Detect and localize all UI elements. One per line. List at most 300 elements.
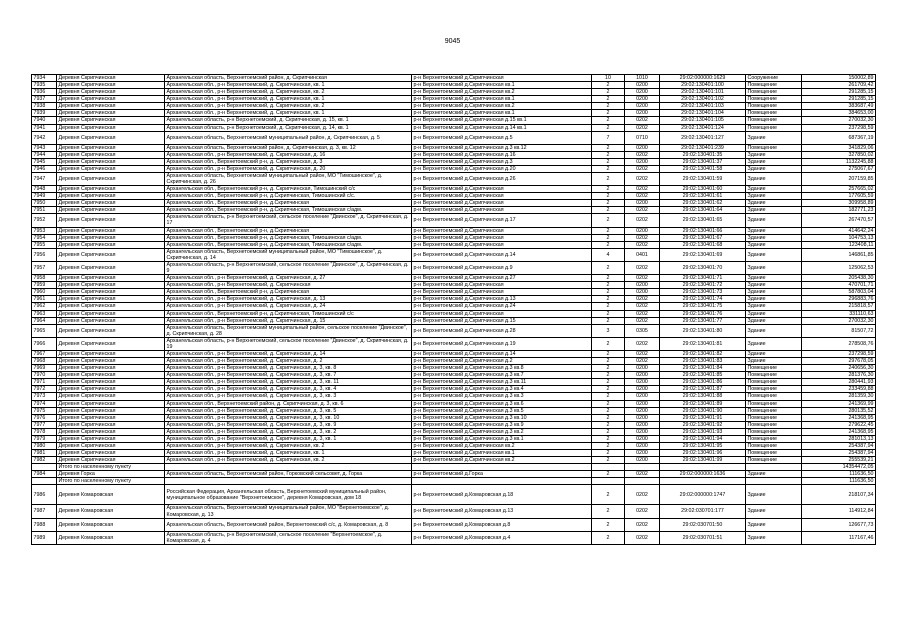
object-type: Помещение (746, 407, 802, 414)
row-number: 7978 (32, 428, 57, 435)
object-address-short: р-н Верхнетоемский д.Скрипчинская д.13 (412, 296, 592, 303)
object-type: Помещение (746, 450, 802, 457)
object-address-short: р-н Верхнетоемский д.Скрипчинская д.3 кв.6 (412, 400, 592, 407)
row-number: 7944 (32, 151, 57, 158)
object-type: Сооружение (746, 75, 802, 82)
total-row-address (165, 464, 412, 471)
cadastral-number: 29:02:130401:90 (660, 407, 746, 414)
cadastral-number: 29:02:130401:68 (660, 241, 746, 248)
cadastral-number: 29:02:130401:73 (660, 289, 746, 296)
settlement-name: Деревня Скрипчинская (57, 193, 165, 200)
cadastral-number: 29:02:130401:76 (660, 310, 746, 317)
cadastral-value: 255539,21 (802, 457, 876, 464)
settlement-name: Деревня Комаровская (57, 505, 165, 518)
object-type: Здание (746, 234, 802, 241)
settlement-name: Деревня Скрипчинская (57, 407, 165, 414)
object-address: Российская Федерация, Архангельская область, Верхнетоемский муниципальный район, муниципальное образование "Верхнетоемское", деревня Комаровская, дом 18 (165, 485, 412, 505)
object-type: Помещение (746, 96, 802, 103)
code-subgroup: 0200 (625, 379, 660, 386)
row-number: 7941 (32, 124, 57, 131)
settlement-name: Деревня Скрипчинская (57, 117, 165, 124)
total-row-code-b (625, 464, 660, 471)
object-type: Помещение (746, 442, 802, 449)
code-subgroup: 0200 (625, 414, 660, 421)
total-row-cadastral (660, 478, 746, 485)
code-group: 2 (592, 310, 625, 317)
table-row (32, 131, 876, 144)
object-address: Архангельская обл., р-н Верхнетоемский, д. Скрипчинская, д. 3, кв. 3 (165, 393, 412, 400)
code-group: 3 (592, 324, 625, 337)
code-subgroup: 0200 (625, 442, 660, 449)
code-group: 2 (592, 103, 625, 110)
table-row (32, 350, 876, 357)
row-number: 7937 (32, 96, 57, 103)
object-address-short: р-н Верхнетоемский д.Скрипчинская д.27 (412, 275, 592, 282)
row-number: 7973 (32, 393, 57, 400)
object-address-short: р-н Верхнетоемский д.Скрипчинская д.3 кв.10 (412, 414, 592, 421)
settlement-name: Деревня Скрипчинская (57, 248, 165, 261)
cadastral-value: 291285,15 (802, 96, 876, 103)
cadastral-value: 281359,30 (802, 393, 876, 400)
cadastral-number: 29:02:130401:60 (660, 186, 746, 193)
object-type: Помещение (746, 393, 802, 400)
cadastral-value: 150002,89 (802, 75, 876, 82)
object-address-short: р-н Верхнетоемский д.Скрипчинская д.3 кв.1 (412, 435, 592, 442)
settlement-name: Деревня Скрипчинская (57, 428, 165, 435)
code-subgroup: 0202 (625, 303, 660, 310)
code-subgroup: 0200 (625, 282, 660, 289)
cadastral-value: 280441,93 (802, 379, 876, 386)
code-group: 2 (592, 393, 625, 400)
cadastral-number: 29:02:130401:71 (660, 275, 746, 282)
object-address-short: р-н Верхнетоемский д.Скрипчинская (412, 200, 592, 207)
cadastral-value: 280135,52 (802, 407, 876, 414)
cadastral-value: 278508,76 (802, 337, 876, 350)
code-subgroup: 0202 (625, 151, 660, 158)
total-label: Итого по населенному пункту (57, 464, 165, 471)
code-subgroup: 0200 (625, 289, 660, 296)
settlement-name: Деревня Скрипчинская (57, 227, 165, 234)
object-address: Архангельская обл., р-н Верхнетоемский, д. Скрипчинская, кв. 1 (165, 110, 412, 117)
object-type: Здание (746, 186, 802, 193)
settlement-name: Деревня Скрипчинская (57, 131, 165, 144)
object-address: Архангельская обл., р-н Верхнетоемский, д. Скрипчинская, д. 14 (165, 350, 412, 357)
table-row (32, 96, 876, 103)
object-type: Здание (746, 200, 802, 207)
table-row (32, 124, 876, 131)
settlement-name: Деревня Скрипчинская (57, 393, 165, 400)
object-type: Здание (746, 227, 802, 234)
object-type: Здание (746, 350, 802, 357)
code-group: 2 (592, 227, 625, 234)
cadastral-number: 29:02:130401:85 (660, 372, 746, 379)
code-subgroup: 0200 (625, 400, 660, 407)
object-address-short: р-н Верхнетоемский д.Скрипчинская д.16 (412, 151, 592, 158)
cadastral-value: 341829,06 (802, 144, 876, 151)
cadastral-number: 29:02:130401:127 (660, 131, 746, 144)
cadastral-number: 29:02:130401:99 (660, 457, 746, 464)
code-subgroup: 0200 (625, 450, 660, 457)
settlement-name: Деревня Скрипчинская (57, 144, 165, 151)
object-address-short: р-н Верхнетоемский д.Горка (412, 471, 592, 478)
table-row (32, 172, 876, 185)
row-number: 7982 (32, 457, 57, 464)
object-type: Помещение (746, 89, 802, 96)
row-number: 7971 (32, 379, 57, 386)
object-address: Архангельская обл., Верхнетоемский р-н, д. Скрипчинская, Тимошинский с/с (165, 186, 412, 193)
row-number: 7951 (32, 207, 57, 214)
row-number: 7949 (32, 193, 57, 200)
table-row (32, 435, 876, 442)
object-address-short: р-н Верхнетоемский д.Комаровская д.13 (412, 505, 592, 518)
code-group: 2 (592, 207, 625, 214)
table-row (32, 450, 876, 457)
settlement-name: Деревня Скрипчинская (57, 414, 165, 421)
row-number: 7974 (32, 400, 57, 407)
row-number: 7972 (32, 386, 57, 393)
table-row (32, 248, 876, 261)
cadastral-number: 29:02:130401:105 (660, 117, 746, 124)
code-group: 2 (592, 317, 625, 324)
row-number: 7939 (32, 110, 57, 117)
object-address-short: р-н Верхнетоемский д.Скрипчинская д.3 кв.12 (412, 144, 592, 151)
code-group: 2 (592, 358, 625, 365)
object-type: Здание (746, 165, 802, 172)
code-subgroup: 0200 (625, 89, 660, 96)
row-number: 7958 (32, 275, 57, 282)
code-group: 2 (592, 428, 625, 435)
code-subgroup: 0202 (625, 358, 660, 365)
object-type: Помещение (746, 428, 802, 435)
cadastral-value: 587803,04 (802, 289, 876, 296)
cadastral-number: 29:02:130401:94 (660, 435, 746, 442)
table-row (32, 386, 876, 393)
code-subgroup: 0202 (625, 165, 660, 172)
object-address: Архангельская область, р-н Верхнетоемский, сельское поселение "Двинское", д. Скрипчинская, д. 9 (165, 261, 412, 274)
object-address-short: р-н Верхнетоемский д.Скрипчинская кв.1 (412, 82, 592, 89)
total-row-code-b (625, 478, 660, 485)
settlement-name: Деревня Скрипчинская (57, 151, 165, 158)
object-address-short: р-н Верхнетоемский д.Скрипчинская (412, 227, 592, 234)
object-type: Здание (746, 282, 802, 289)
object-address: Архангельская область, Верхнетоемский район, д. Скрипчинская, д. 3, кв. 12 (165, 144, 412, 151)
total-row-code-a (592, 478, 625, 485)
code-group: 2 (592, 450, 625, 457)
table-row (32, 103, 876, 110)
object-address-short: р-н Верхнетоемский д.Скрипчинская д.15 кв.1 (412, 117, 592, 124)
table-row (32, 310, 876, 317)
code-subgroup: 0202 (625, 531, 660, 544)
row-number: 7967 (32, 350, 57, 357)
row-number: 7966 (32, 337, 57, 350)
cadastral-number: 29:02:130401:84 (660, 365, 746, 372)
code-subgroup: 0202 (625, 214, 660, 227)
total-row-type (746, 478, 802, 485)
cadastral-number: 29:02:130401:59 (660, 172, 746, 185)
code-group: 2 (592, 110, 625, 117)
object-address-short: р-н Верхнетоемский д.Скрипчинская д.14 кв.1 (412, 124, 592, 131)
row-number: 7935 (32, 82, 57, 89)
object-address-short: р-н Верхнетоемский д.Скрипчинская кв.2 (412, 457, 592, 464)
code-subgroup: 0200 (625, 428, 660, 435)
row-number: 7984 (32, 471, 57, 478)
object-address-short: р-н Верхнетоемский д.Скрипчинская (412, 234, 592, 241)
object-address: Архангельская область, р-н Верхнетоемский, сельское поселение "Верхнетоемское", д. Комаровская, д. 4 (165, 531, 412, 544)
object-address-short: р-н Верхнетоемский д.Скрипчинская (412, 289, 592, 296)
object-type: Помещение (746, 457, 802, 464)
code-group: 10 (592, 75, 625, 82)
table-row (32, 158, 876, 165)
object-address: Архангельская обл., Верхнетоемский р-н, д.Скрипчинская, Тимошинская с/адм. (165, 207, 412, 214)
row-number: 7960 (32, 289, 57, 296)
cadastral-number: 29:02:130401:95 (660, 442, 746, 449)
cadastral-number: 29:02:130401:81 (660, 337, 746, 350)
code-subgroup: 0200 (625, 393, 660, 400)
table-row (32, 207, 876, 214)
code-subgroup: 0200 (625, 435, 660, 442)
code-subgroup: 0200 (625, 386, 660, 393)
cadastral-number: 29:02:130401:61 (660, 193, 746, 200)
cadastral-value: 215818,57 (802, 303, 876, 310)
code-subgroup: 0200 (625, 103, 660, 110)
code-group: 2 (592, 275, 625, 282)
row-number: 7963 (32, 310, 57, 317)
row-number: 7988 (32, 518, 57, 531)
table-row (32, 289, 876, 296)
table-row (32, 407, 876, 414)
settlement-name: Деревня Скрипчинская (57, 317, 165, 324)
object-address-short: р-н Верхнетоемский д.Скрипчинская д.3 кв.11 (412, 379, 592, 386)
cadastral-value: 205438,30 (802, 275, 876, 282)
object-address: Архангельская обл., Верхнетоемский р-н, д.Скрипчинская, Тимошинский с/с. (165, 193, 412, 200)
object-address-short: р-н Верхнетоемский д.Скрипчинская д.24 (412, 303, 592, 310)
cadastral-value: 414642,24 (802, 227, 876, 234)
registry-table (31, 74, 876, 545)
table-row (32, 261, 876, 274)
code-subgroup: 0710 (625, 131, 660, 144)
row-number: 7940 (32, 117, 57, 124)
object-type: Помещение (746, 421, 802, 428)
total-row-type (746, 464, 802, 471)
code-group: 2 (592, 457, 625, 464)
code-subgroup: 0202 (625, 275, 660, 282)
object-type: Помещение (746, 124, 802, 131)
code-subgroup: 0202 (625, 485, 660, 505)
row-number: 7946 (32, 165, 57, 172)
code-group: 2 (592, 386, 625, 393)
object-type: Здание (746, 317, 802, 324)
code-subgroup: 0202 (625, 518, 660, 531)
table-row (32, 110, 876, 117)
object-type: Здание (746, 248, 802, 261)
table-row (32, 365, 876, 372)
total-row (32, 478, 876, 485)
object-address: Архангельская обл., р-н Верхнетоемский, д. Скрипчинская, д. 3, кв. 4 (165, 386, 412, 393)
object-type: Помещение (746, 117, 802, 124)
cadastral-number: 29:02:130401:74 (660, 296, 746, 303)
cadastral-value: 182771,23 (802, 207, 876, 214)
object-address-short: р-н Верхнетоемский д.Скрипчинская (412, 241, 592, 248)
code-group: 2 (592, 241, 625, 248)
settlement-name: Деревня Скрипчинская (57, 96, 165, 103)
table-row (32, 151, 876, 158)
cadastral-value: 281376,30 (802, 372, 876, 379)
object-type: Помещение (746, 435, 802, 442)
object-address: Архангельская область, Верхнетоемский район, Верхнетоемский с/с, д. Комаровская, д. 8 (165, 518, 412, 531)
settlement-name: Деревня Комаровская (57, 531, 165, 544)
cadastral-number: 29:02:130401:88 (660, 393, 746, 400)
object-type: Здание (746, 275, 802, 282)
row-number: 7953 (32, 227, 57, 234)
settlement-name: Деревня Скрипчинская (57, 103, 165, 110)
settlement-name: Деревня Скрипчинская (57, 234, 165, 241)
object-type: Здание (746, 505, 802, 518)
object-address-short: р-н Верхнетоемский д.Скрипчинская д.3 (412, 158, 592, 165)
code-subgroup: 0200 (625, 82, 660, 89)
code-group: 2 (592, 531, 625, 544)
table-row (32, 75, 876, 82)
object-address-short: р-н Верхнетоемский д.Скрипчинская д.3 кв.8 (412, 365, 592, 372)
settlement-name: Деревня Скрипчинская (57, 186, 165, 193)
row-number: 7986 (32, 485, 57, 505)
object-address: Архангельская обл., р-н Верхнетоемский, д. Скрипчинская, д. 3, кв. 10 (165, 414, 412, 421)
cadastral-value: 331110,63 (802, 310, 876, 317)
cadastral-value: 126677,73 (802, 518, 876, 531)
table-row (32, 117, 876, 124)
code-subgroup: 0401 (625, 248, 660, 261)
object-type: Помещение (746, 414, 802, 421)
code-subgroup: 0200 (625, 96, 660, 103)
object-type: Здание (746, 158, 802, 165)
settlement-name: Деревня Скрипчинская (57, 435, 165, 442)
table-row (32, 457, 876, 464)
table-row (32, 518, 876, 531)
code-subgroup: 0305 (625, 324, 660, 337)
code-group: 2 (592, 303, 625, 310)
object-address: Архангельская область, Верхнетоемский муниципальный район, МО "Тимошинское", д. Скрипчинская, д. 26 (165, 172, 412, 185)
table-row (32, 241, 876, 248)
object-address-short: р-н Верхнетоемский д.Скрипчинская д.14 (412, 350, 592, 357)
page-number: 9045 (444, 38, 461, 45)
cadastral-value: 275067,67 (802, 165, 876, 172)
table-row (32, 358, 876, 365)
object-address-short: р-н Верхнетоемский д.Скрипчинская кв.2 (412, 103, 592, 110)
settlement-name: Деревня Скрипчинская (57, 386, 165, 393)
settlement-name: Деревня Скрипчинская (57, 207, 165, 214)
object-address: Архангельская обл., р-н Верхнетоемский, д. Скрипчинская, д. 16 (165, 151, 412, 158)
object-address: Архангельская область, р-н Верхнетоемский, сельское поселение "Двинское", д. Скрипчинская, д. 19 (165, 337, 412, 350)
cadastral-value: 270032,30 (802, 117, 876, 124)
cadastral-value: 207159,85 (802, 172, 876, 185)
table-row (32, 393, 876, 400)
object-type: Здание (746, 531, 802, 544)
code-group: 2 (592, 124, 625, 131)
row-number: 7950 (32, 200, 57, 207)
cadastral-value: 114912,84 (802, 505, 876, 518)
object-address-short: р-н Верхнетоемский д.Комаровская д.18 (412, 485, 592, 505)
settlement-name: Деревня Скрипчинская (57, 379, 165, 386)
table-row (32, 193, 876, 200)
code-group: 2 (592, 261, 625, 274)
settlement-name: Деревня Скрипчинская (57, 310, 165, 317)
total-value: 14354472,05 (802, 464, 876, 471)
table-row (32, 282, 876, 289)
row-number: 7961 (32, 296, 57, 303)
row-number: 7957 (32, 261, 57, 274)
cadastral-value: 270032,30 (802, 317, 876, 324)
object-type: Здание (746, 289, 802, 296)
object-type: Здание (746, 214, 802, 227)
total-label: Итого по населенному пункту (57, 478, 165, 485)
row-number: 7943 (32, 144, 57, 151)
object-type: Здание (746, 131, 802, 144)
settlement-name: Деревня Скрипчинская (57, 241, 165, 248)
settlement-name: Деревня Скрипчинская (57, 358, 165, 365)
object-address-short: р-н Верхнетоемский д.Скрипчинская д.28 (412, 324, 592, 337)
settlement-name: Деревня Скрипчинская (57, 303, 165, 310)
table-row (32, 303, 876, 310)
registry-table-body (32, 75, 876, 545)
cadastral-number: 29:02:130401:75 (660, 303, 746, 310)
row-number: 7975 (32, 407, 57, 414)
row-number: 7977 (32, 421, 57, 428)
object-type: Здание (746, 303, 802, 310)
row-number: 7955 (32, 241, 57, 248)
object-address-short: р-н Верхнетоемский д.Скрипчинская (412, 193, 592, 200)
object-address: Архангельская обл., р-н Верхнетоемский, д. Скрипчинская, кв. 2 (165, 457, 412, 464)
table-row (32, 400, 876, 407)
row-number: 7934 (32, 75, 57, 82)
row-number: 7964 (32, 317, 57, 324)
row-number: 7936 (32, 89, 57, 96)
code-group: 2 (592, 407, 625, 414)
object-address: Архангельская область, Верхнетоемский муниципальный район, д. Скрипчинская, д. 5 (165, 131, 412, 144)
settlement-name: Деревня Скрипчинская (57, 450, 165, 457)
object-type: Здание (746, 471, 802, 478)
cadastral-number: 29:02:130401:87 (660, 386, 746, 393)
code-group: 2 (592, 518, 625, 531)
cadastral-value: 241369,99 (802, 400, 876, 407)
table-row (32, 485, 876, 505)
code-group: 7 (592, 131, 625, 144)
row-number: 7948 (32, 186, 57, 193)
object-type: Помещение (746, 379, 802, 386)
object-type: Здание (746, 296, 802, 303)
code-group: 2 (592, 379, 625, 386)
code-subgroup: 0202 (625, 234, 660, 241)
table-row (32, 428, 876, 435)
object-type: Здание (746, 151, 802, 158)
cadastral-value: 297678,05 (802, 358, 876, 365)
object-address-short: р-н Верхнетоемский д.Скрипчинская д.3 кв.2 (412, 428, 592, 435)
code-group: 2 (592, 400, 625, 407)
object-type: Здание (746, 358, 802, 365)
object-address: Архангельская обл., Верхнетоемский р-н, д. Скрипчинская, д. 3 (165, 158, 412, 165)
object-address: Архангельская обл., р-н Верхнетоемский, д. Скрипчинская, д. 3, кв. 9 (165, 421, 412, 428)
table-row (32, 372, 876, 379)
object-address-short: р-н Верхнетоемский д.Скрипчинская д.20 (412, 165, 592, 172)
cadastral-value: 383687,49 (802, 103, 876, 110)
cadastral-number: 29:02:130401:96 (660, 450, 746, 457)
code-subgroup: 0200 (625, 365, 660, 372)
code-group: 2 (592, 289, 625, 296)
code-subgroup: 0200 (625, 110, 660, 117)
object-type: Помещение (746, 144, 802, 151)
table-row (32, 200, 876, 207)
cadastral-number: 29:02:030701:50 (660, 518, 746, 531)
row-number: 7981 (32, 450, 57, 457)
code-group: 2 (592, 186, 625, 193)
